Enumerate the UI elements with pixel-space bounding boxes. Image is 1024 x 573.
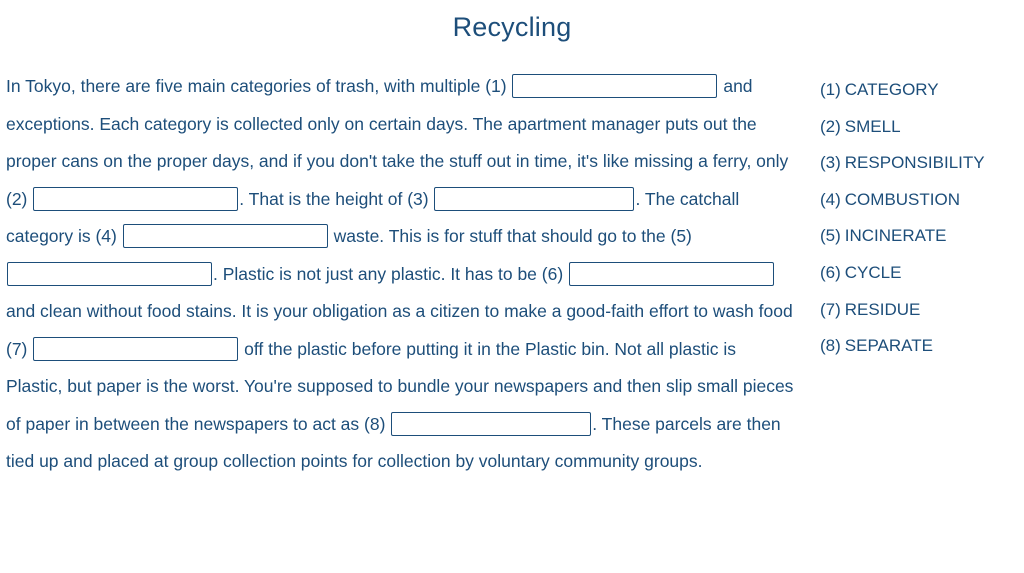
word-list-word: CATEGORY: [844, 80, 939, 99]
passage-text: off the plastic before putting it in the Plastic bin. Not all plastic is Plastic, but paper is the worst. You're supposed to bundle your newspapers and then slip small pieces of paper in between the newspapers to act as (8): [6, 338, 799, 434]
passage-text: waste. This is for stuff that should go to the (5): [328, 226, 697, 246]
word-list-number: (5): [820, 226, 841, 246]
word-list-number: (3): [820, 153, 841, 173]
word-list-word: RESPONSIBILITY: [844, 153, 985, 173]
word-list-item: [820, 292, 1020, 329]
word-list: [820, 72, 1020, 365]
word-list-number: (1): [820, 80, 841, 99]
passage-text: . The catchall category is (4): [6, 188, 745, 246]
blank-input-2[interactable]: [33, 187, 238, 211]
word-list-word: RESIDUE: [844, 299, 921, 319]
blank-input-6[interactable]: [569, 262, 774, 286]
blank-input-7[interactable]: [33, 337, 238, 361]
cloze-passage: [6, 68, 799, 481]
passage-text: . Plastic is not just any plastic. It has to be (6): [213, 263, 569, 284]
passage-text: . These parcels are then tied up and placed at group collection points for collection by voluntary community groups.: [6, 413, 786, 471]
word-list-number: (6): [820, 262, 841, 282]
page-title: Recycling: [452, 12, 572, 42]
word-list-word: SEPARATE: [844, 336, 933, 356]
word-list-item: [820, 328, 1020, 365]
word-list-number: (8): [820, 336, 841, 356]
blank-input-5[interactable]: [7, 262, 212, 286]
word-list-item: [820, 218, 1020, 255]
blank-input-8[interactable]: [391, 412, 591, 436]
passage-text: In Tokyo, there are five main categories of trash, with multiple (1): [6, 76, 512, 96]
passage-text: and exceptions. Each category is collected only on certain days. The apartment manager puts out the proper cans on the proper days, and if you don't take the stuff out in time, it's like missing a ferry, only (2): [6, 76, 794, 209]
word-list-word: INCINERATE: [844, 226, 947, 246]
word-list-word: SMELL: [844, 116, 901, 136]
word-list-item: [820, 182, 1020, 219]
passage-text: . That is the height of (3): [239, 188, 434, 209]
word-list-number: (7): [820, 299, 841, 319]
word-list-word: COMBUSTION: [844, 189, 961, 209]
word-list-number: (2): [820, 116, 841, 136]
word-list-word: CYCLE: [844, 262, 902, 282]
blank-input-1[interactable]: [512, 74, 717, 98]
word-list-item: [820, 72, 1020, 109]
passage-text: and clean without food stains. It is your obligation as a citizen to make a good-faith effort to wash food (7): [6, 263, 798, 359]
word-list-number: (4): [820, 189, 841, 209]
blank-input-3[interactable]: [434, 187, 634, 211]
word-list-item: [820, 109, 1020, 146]
word-list-item: [820, 145, 1020, 182]
word-list-item: [820, 255, 1020, 292]
blank-input-4[interactable]: [123, 224, 328, 248]
